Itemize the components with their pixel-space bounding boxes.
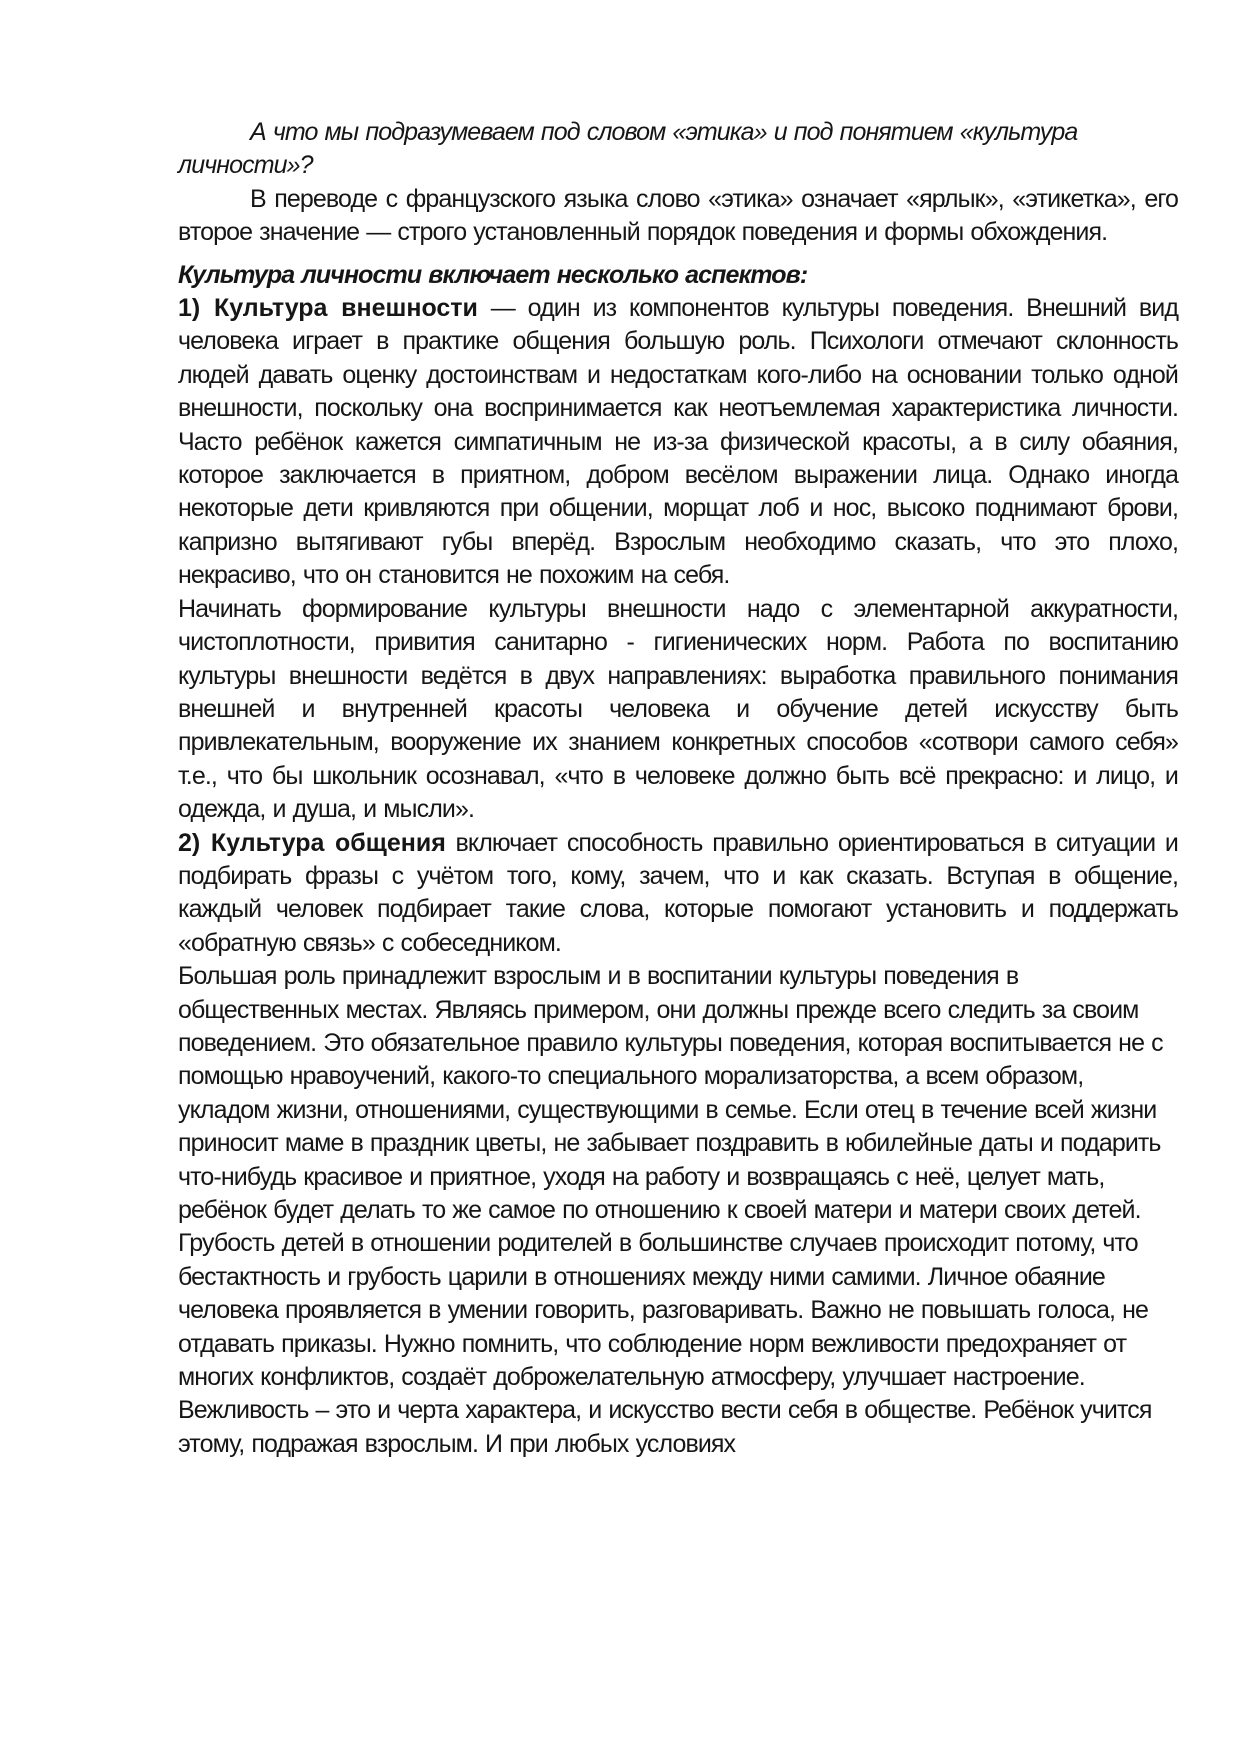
- aspect-communication-text: включает способность правильно ориентироваться в ситуации и подбирать фразы с учётом того, кому, зачем, что и как сказать. Вступая в общение, каждый человек подбирает такие слова, которые помогают установить и поддержать «обратную связь» с собеседником.: [178, 828, 1178, 957]
- aspect-appearance-text: — один из компонентов культуры поведения. Внешний вид человека играет в практике общения большую роль. Психологи отмечают склонность людей давать оценку достоинствам и недостаткам кого-либо на основании только одной внешности, поскольку она воспринимается как неотъемлемая характеристика личности. Часто ребёнок кажется симпатичным не из-за физической красоты, а в силу обаяния, которое заключается в приятном, добром весёлом выражении лица. Однако иногда некоторые дети кривляются при общении, морщат лоб и нос, высоко поднимают брови, капризно вытягивают губы вперёд. Взрослым необходимо сказать, что это плохо, некрасиво, что он становится не похожим на себя.: [178, 294, 1179, 590]
- aspect-communication-continuation: Большая роль принадлежит взрослым и в воспитании культуры поведения в общественных местах. Являясь примером, они должны прежде всего следить за своим поведением. Это обязательное правило культуры поведения, которая воспитывается не с помощью нравоучений, какого-то специального морализаторства, а всем образом, укладом жизни, отношениями, существующими в семье. Если отец в течение всей жизни приносит маме в праздник цветы, не забывает поздравить в юбилейные даты и подарить что-нибудь красивое и приятное, уходя на работу и возвращаясь с неё, целует мать, ребёнок будет делать то же самое по отношению к своей матери и матери своих детей. Грубость детей в отношении родителей в большинстве случаев происходит потому, что бестактность и грубость царили в отношениях между ними самими. Личное обаяние человека проявляется в умении говорить, разговаривать. Важно не повышать голоса, не отдавать приказы. Нужно помнить, что соблюдение норм вежливости предохраняет от многих конфликтов, создаёт доброжелательную атмосферу, улучшает настроение. Вежливость – это и черта характера, и искусство вести себя в обществе. Ребёнок учится этому, подражая взрослым. И при любых условиях: [178, 962, 1163, 1458]
- aspect-communication-paragraph: [178, 827, 1178, 961]
- aspects-heading: Культура личности включает несколько аспектов:: [178, 260, 808, 289]
- document-page: [178, 116, 1178, 1461]
- aspect-appearance-paragraph: [178, 292, 1178, 593]
- aspect-communication-title: 2) Культура общения: [178, 828, 446, 857]
- ethics-definition: В переводе с французского языка слово «этика» означает «ярлык», «этикетка», его второе значение — строго установленный порядок поведения и формы обхождения.: [178, 184, 1178, 247]
- aspect-appearance-title: 1) Культура внешности: [178, 294, 478, 323]
- intro-question: А что мы подразумеваем под словом «этика» и под понятием «культура личности»?: [178, 118, 1078, 180]
- aspect-appearance-continuation: Начинать формирование культуры внешности надо с элементарной аккуратности, чистоплотности, привития санитарно - гигиенических норм. Работа по воспитанию культуры внешности ведётся в двух направлениях: выработка правильного понимания внешней и внутренней красоты человека и обучение детей искусству быть привлекательным, вооружение их знанием конкретных способов «сотвори самого себя» т.е., что бы школьник осознавал, «что в человеке должно быть всё прекрасно: и лицо, и одежда, и душа, и мысли».: [178, 594, 1178, 824]
